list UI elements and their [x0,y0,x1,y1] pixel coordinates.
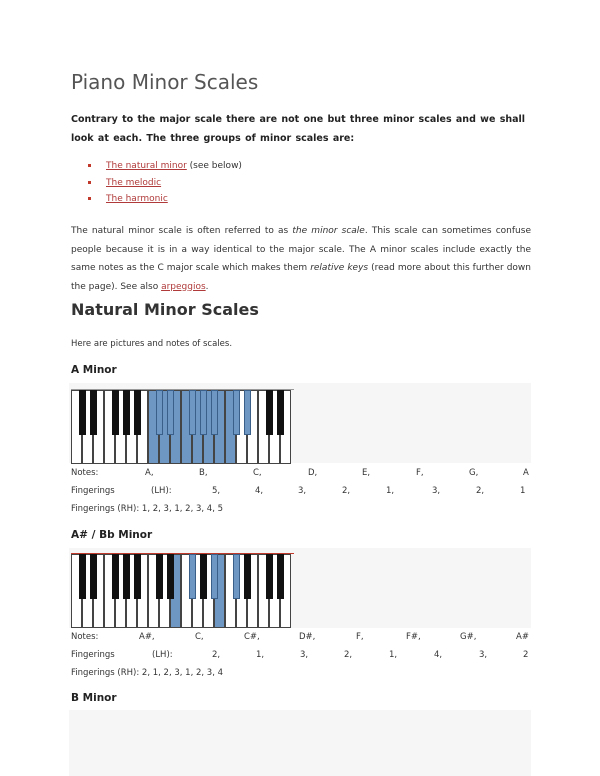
black-key[interactable] [123,554,130,599]
black-key[interactable] [211,554,218,599]
note: C#, [244,632,260,642]
link-melodic[interactable]: The melodic [106,177,162,188]
notes-label: Notes: [71,632,99,642]
fingering: 4, [255,486,264,496]
fingering: 3, [298,486,307,496]
bullet-icon [88,164,91,167]
black-key[interactable] [167,390,174,435]
black-key[interactable] [112,390,119,435]
black-key[interactable] [277,390,284,435]
black-key[interactable] [112,554,119,599]
notes-row [71,632,531,644]
note: A [523,468,529,478]
lh-label-suffix: (LH): [151,486,172,496]
black-key[interactable] [156,554,163,599]
black-key[interactable] [266,390,273,435]
lh-label: Fingerings [71,486,115,496]
note: A, [145,468,154,478]
black-key[interactable] [211,390,218,435]
keyboard-background [69,710,531,776]
note: B, [199,468,208,478]
fingering: 2 [523,650,529,660]
bullet-icon [88,197,91,200]
emphasis-minor-scale: the minor scale [292,226,365,236]
rh-fingering: Fingerings (RH): 1, 2, 3, 1, 2, 3, 4, 5 [71,504,223,514]
scale-heading-a-sharp-minor: A# / Bb Minor [71,529,153,541]
black-key[interactable] [90,554,97,599]
black-key[interactable] [266,554,273,599]
link-natural-minor[interactable]: The natural minor [106,161,187,171]
lh-fingering-row [71,486,531,498]
natural-minor-description [71,222,531,296]
fingering: 2, [342,486,351,496]
note: E, [362,468,371,478]
page-title: Piano Minor Scales [71,70,259,94]
black-key[interactable] [134,554,141,599]
note: A# [516,632,529,642]
black-key[interactable] [189,390,196,435]
black-key[interactable] [244,390,251,435]
rh-fingering: Fingerings (RH): 2, 1, 2, 3, 1, 2, 3, 4 [71,668,223,678]
list-item [88,158,242,175]
paragraph-text: The natural minor scale is often referred to as [71,226,293,236]
fingering: 2, [476,486,485,496]
section-subtitle: Here are pictures and notes of scales. [71,339,233,349]
black-key[interactable] [233,554,240,599]
note: F, [416,468,424,478]
black-key[interactable] [277,554,284,599]
section-title: Natural Minor Scales [71,300,259,319]
lh-fingering-row [71,650,531,662]
fingering: 1 [520,486,526,496]
rh-fingering-row [71,668,531,680]
fingering: 1, [389,650,398,660]
emphasis-relative-keys: relative keys [310,263,369,273]
black-key[interactable] [244,554,251,599]
list-item [88,175,242,192]
note: F#, [406,632,421,642]
piano-keyboard-a-sharp-minor [71,553,294,628]
black-key[interactable] [156,390,163,435]
note: D#, [299,632,316,642]
scale-heading-b-minor: B Minor [71,692,117,704]
link-harmonic[interactable]: The harmonic [106,194,168,204]
note: C, [195,632,204,642]
fingering: 2, [212,650,221,660]
fingering: 5, [212,486,221,496]
black-key[interactable] [200,390,207,435]
fingering: 3, [479,650,488,660]
black-key[interactable] [189,554,196,599]
minor-scale-list [88,158,242,208]
lh-label: Fingerings [71,650,115,660]
list-item [88,191,242,208]
fingering: 1, [256,650,265,660]
fingering: 4, [434,650,443,660]
paragraph-text: . This scale can sometimes confuse people because it is in a way identical to the major scale. The A minor scales include exactly the same notes as the C major scale which makes them [71,226,531,273]
intro-text: Contrary to the major scale there are not one but three minor scales and we shall look at each. The three groups of minor scales are: [71,114,526,144]
note: A#, [139,632,155,642]
paragraph-text: (read more about this further down the page). See also [71,263,531,292]
black-key[interactable] [134,390,141,435]
notes-row [71,468,531,480]
note: G#, [460,632,477,642]
bullet-icon [88,181,91,184]
notes-label: Notes: [71,468,99,478]
link-arpeggios[interactable]: arpeggios [161,281,206,292]
black-key[interactable] [79,390,86,435]
black-key[interactable] [79,554,86,599]
note: C, [253,468,262,478]
black-key[interactable] [123,390,130,435]
lh-label-suffix: (LH): [152,650,173,660]
paragraph-text: . [205,281,209,292]
black-key[interactable] [167,554,174,599]
note: F, [356,632,364,642]
black-key[interactable] [233,390,240,435]
piano-keyboard-a-minor [71,389,294,464]
black-key[interactable] [200,554,207,599]
fingering: 1, [386,486,395,496]
scale-heading-a-minor: A Minor [71,364,117,376]
link-suffix: (see below) [186,161,242,171]
fingering: 3, [300,650,309,660]
fingering: 3, [432,486,441,496]
note: G, [469,468,479,478]
rh-fingering-row [71,504,531,516]
note: D, [308,468,318,478]
fingering: 2, [344,650,353,660]
black-key[interactable] [90,390,97,435]
